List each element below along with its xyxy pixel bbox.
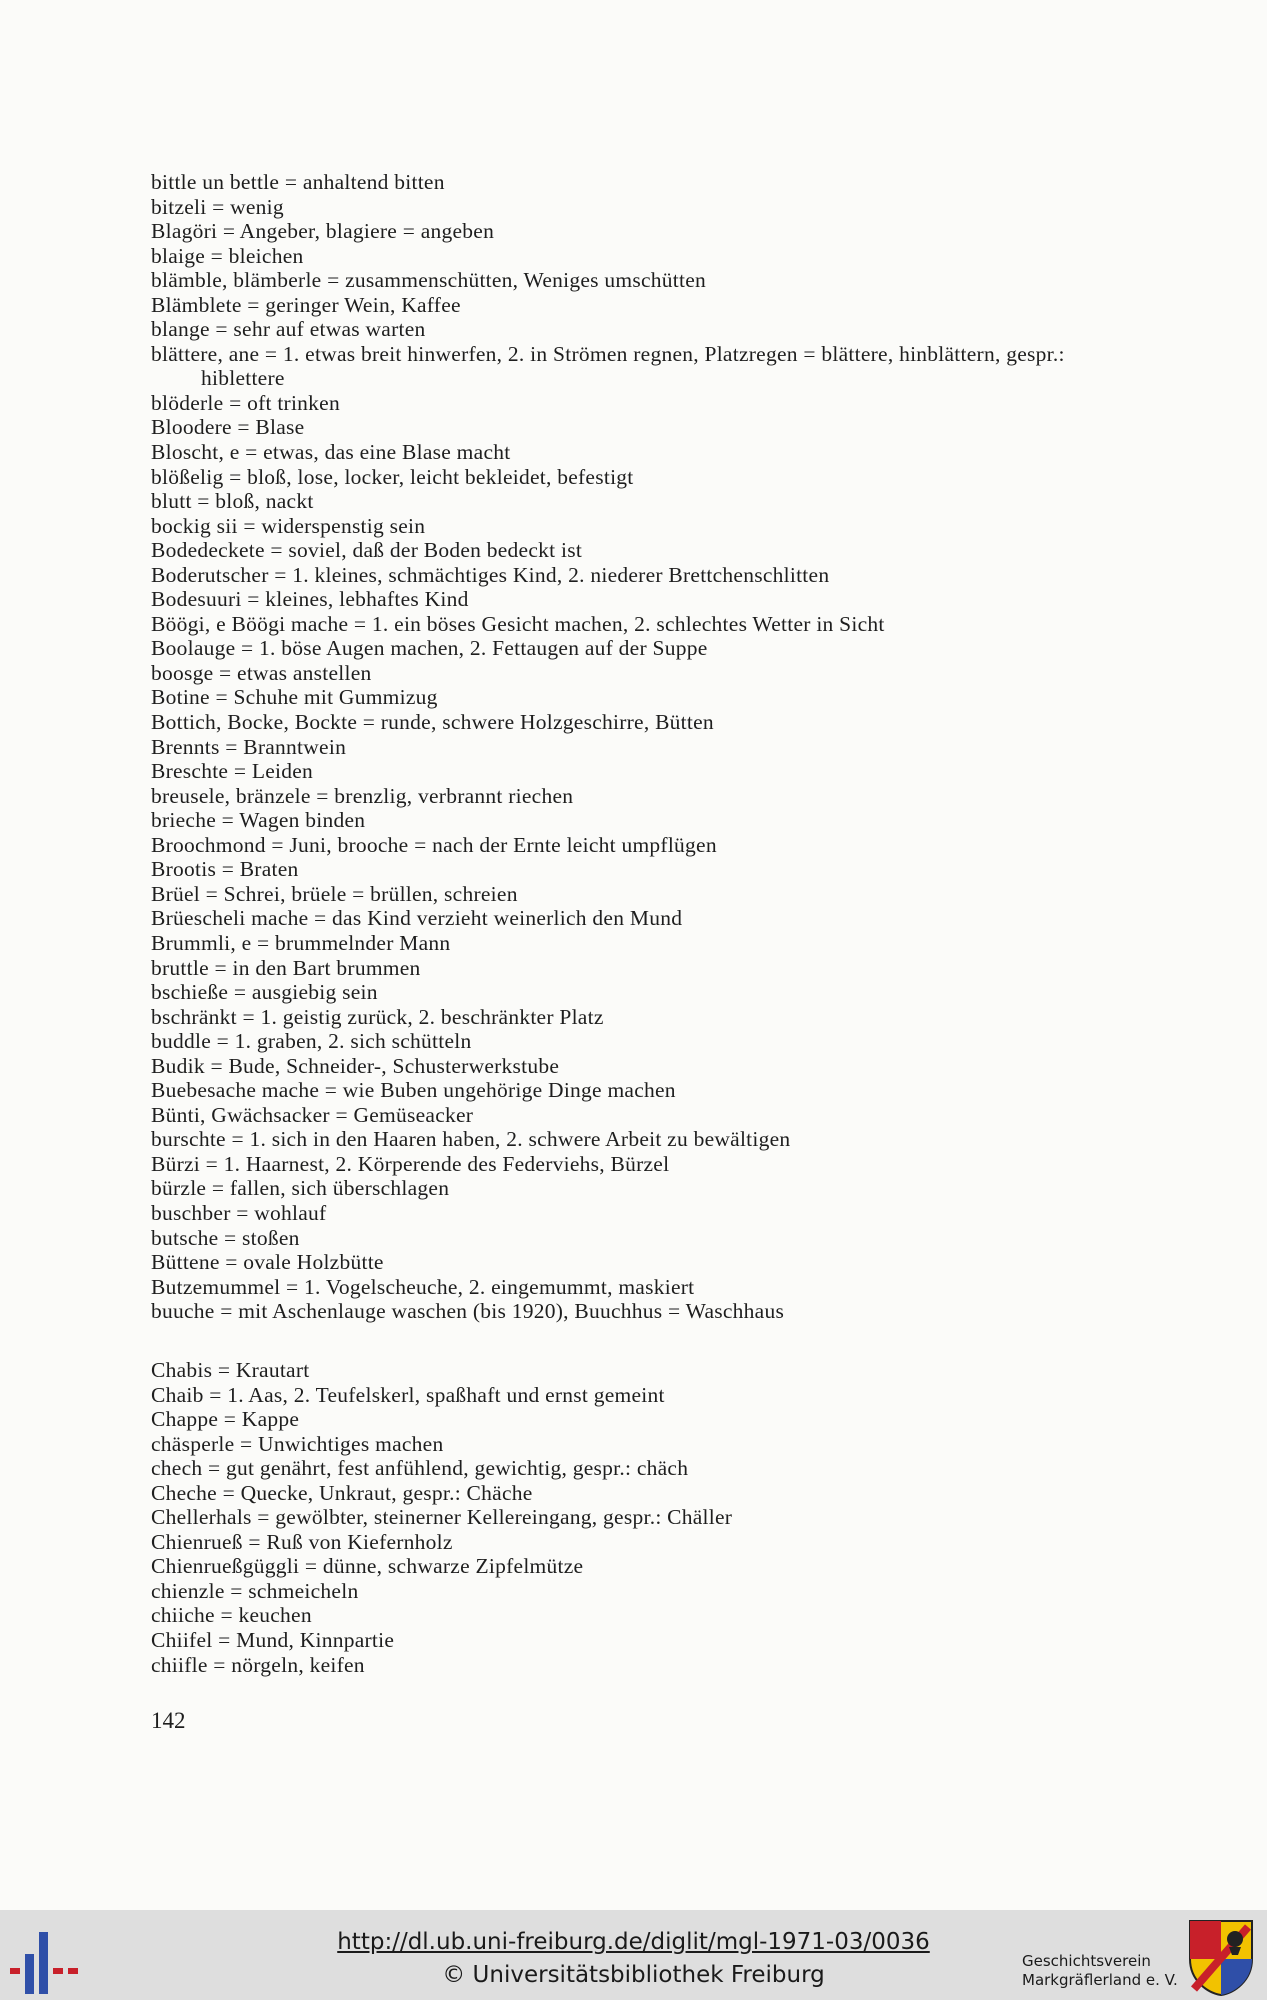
dictionary-entry: chiiche = keuchen [151, 1603, 312, 1628]
dictionary-entry: chiifle = nörgeln, keifen [151, 1652, 365, 1677]
dictionary-entry: breusele, bränzele = brenzlig, verbrannt riechen [151, 783, 574, 808]
dictionary-entry: blämble, blämberle = zusammenschütten, Weniges umschütten [151, 268, 707, 293]
copyright-notice: © Universitätsbibliothek Freiburg [442, 1962, 825, 1988]
document-url-link[interactable]: http://dl.ub.uni-freiburg.de/diglit/mgl-1971-03/0036 [337, 1929, 930, 1955]
dictionary-entry: Chienrueß = Ruß von Kiefernholz [151, 1529, 453, 1554]
dictionary-entry: blättere, ane = 1. etwas breit hinwerfen, 2. in Strömen regnen, Platzregen = blättere, hinblättern, gespr.: hiblettere [151, 341, 1065, 391]
dictionary-entry: Böögi, e Böögi mache = 1. ein böses Gesicht machen, 2. schlechtes Wetter in Sicht [151, 611, 885, 636]
dictionary-entry: chäsperle = Unwichtiges machen [151, 1431, 444, 1456]
dictionary-entry: Bodesuuri = kleines, lebhaftes Kind [151, 587, 469, 612]
dictionary-entry: burschte = 1. sich in den Haaren haben, 2. schwere Arbeit zu bewältigen [151, 1127, 791, 1152]
viewer-footer [0, 1910, 1267, 2000]
society-name [1022, 1952, 1178, 1990]
dictionary-entry: bschieße = ausgiebig sein [151, 980, 378, 1005]
dictionary-entry: Chiifel = Mund, Kinnpartie [151, 1628, 395, 1653]
dictionary-entry: Bodedeckete = soviel, daß der Boden bedeckt ist [151, 538, 583, 563]
dictionary-entry: buddle = 1. graben, 2. sich schütteln [151, 1029, 472, 1054]
dictionary-entry: blöderle = oft trinken [151, 390, 340, 415]
dictionary-entry: Chappe = Kappe [151, 1407, 300, 1432]
dictionary-entry: Botine = Schuhe mit Gummizug [151, 685, 438, 710]
page-number: 142 [151, 1708, 186, 1733]
dictionary-entry: Büttene = ovale Holzbütte [151, 1250, 384, 1275]
dictionary-entry: Brootis = Braten [151, 857, 299, 882]
society-name-line1: Geschichtsverein [1022, 1952, 1151, 1970]
dictionary-entry: Blämblete = geringer Wein, Kaffee [151, 292, 461, 317]
society-name-line2: Markgräflerland e. V. [1022, 1971, 1178, 1989]
dictionary-entry: chienzle = schmeicheln [151, 1578, 359, 1603]
dictionary-entry: blutt = bloß, nackt [151, 489, 314, 514]
dictionary-section-b [151, 170, 1071, 1324]
dictionary-entry: Bürzi = 1. Haarnest, 2. Körperende des Federviehs, Bürzel [151, 1151, 670, 1176]
dictionary-entry: buuche = mit Aschenlauge waschen (bis 1920), Buuchhus = Waschhaus [151, 1299, 785, 1324]
dictionary-entry: Boderutscher = 1. kleines, schmächtiges Kind, 2. niederer Brettchenschlitten [151, 562, 830, 587]
dictionary-entry: Brüel = Schrei, brüele = brüllen, schreien [151, 881, 518, 906]
dictionary-entry: Broochmond = Juni, brooche = nach der Ernte leicht umpflügen [151, 832, 717, 857]
dictionary-entry: Budik = Bude, Schneider-, Schusterwerkstube [151, 1053, 560, 1078]
dictionary-entry: blange = sehr auf etwas warten [151, 317, 426, 342]
dictionary-entry: Breschte = Leiden [151, 759, 314, 784]
dictionary-entry: bockig sii = widerspenstig sein [151, 513, 426, 538]
dictionary-section-c [151, 1358, 1071, 1677]
dictionary-entry: bürzle = fallen, sich überschlagen [151, 1176, 450, 1201]
dictionary-entry: bschränkt = 1. geistig zurück, 2. beschränkter Platz [151, 1004, 604, 1029]
dictionary-entry: Brummli, e = brummelnder Mann [151, 930, 451, 955]
dictionary-entry: Bloodere = Blase [151, 415, 305, 440]
dictionary-entry: Buebesache mache = wie Buben ungehörige Dinge machen [151, 1078, 676, 1103]
dictionary-entry: chech = gut genährt, fest anfühlend, gewichtig, gespr.: chäch [151, 1456, 689, 1481]
dictionary-entry: blößelig = bloß, lose, locker, leicht bekleidet, befestigt [151, 464, 634, 489]
dictionary-entry: brieche = Wagen binden [151, 808, 366, 833]
dictionary-entry: blaige = bleichen [151, 243, 304, 268]
dictionary-entry: Bottich, Bocke, Bockte = runde, schwere Holzgeschirre, Bütten [151, 710, 714, 735]
dictionary-entry: Brennts = Branntwein [151, 734, 347, 759]
dictionary-entry: Chaib = 1. Aas, 2. Teufelskerl, spaßhaft und ernst gemeint [151, 1382, 665, 1407]
dictionary-entry: Boolauge = 1. böse Augen machen, 2. Fettaugen auf der Suppe [151, 636, 708, 661]
dictionary-entry: bittle un bettle = anhaltend bitten [151, 170, 445, 194]
dictionary-entry: bruttle = in den Bart brummen [151, 955, 421, 980]
dictionary-entry: Chellerhals = gewölbter, steinerner Kellereingang, gespr.: Chäller [151, 1505, 733, 1530]
dictionary-entry: Cheche = Quecke, Unkraut, gespr.: Chäche [151, 1480, 533, 1505]
dictionary-entry: butsche = stoßen [151, 1225, 300, 1250]
dictionary-entry: Chienrueßgüggli = dünne, schwarze Zipfelmütze [151, 1554, 584, 1579]
markgraeflerland-crest-icon[interactable] [1188, 1919, 1254, 1997]
dictionary-entry: bitzeli = wenig [151, 194, 284, 219]
dictionary-entry: Brüescheli mache = das Kind verzieht weinerlich den Mund [151, 906, 683, 931]
dictionary-entry: Bünti, Gwächsacker = Gemüseacker [151, 1102, 474, 1127]
dictionary-entry: boosge = etwas anstellen [151, 660, 372, 685]
dictionary-entry: buschber = wohlauf [151, 1200, 327, 1225]
dictionary-entry: Butzemummel = 1. Vogelscheuche, 2. eingemummt, maskiert [151, 1274, 695, 1299]
dictionary-entry: Bloscht, e = etwas, das eine Blase macht [151, 440, 511, 465]
dictionary-entry: Blagöri = Angeber, blagiere = angeben [151, 219, 495, 244]
dictionary-entry: Chabis = Krautart [151, 1358, 310, 1382]
